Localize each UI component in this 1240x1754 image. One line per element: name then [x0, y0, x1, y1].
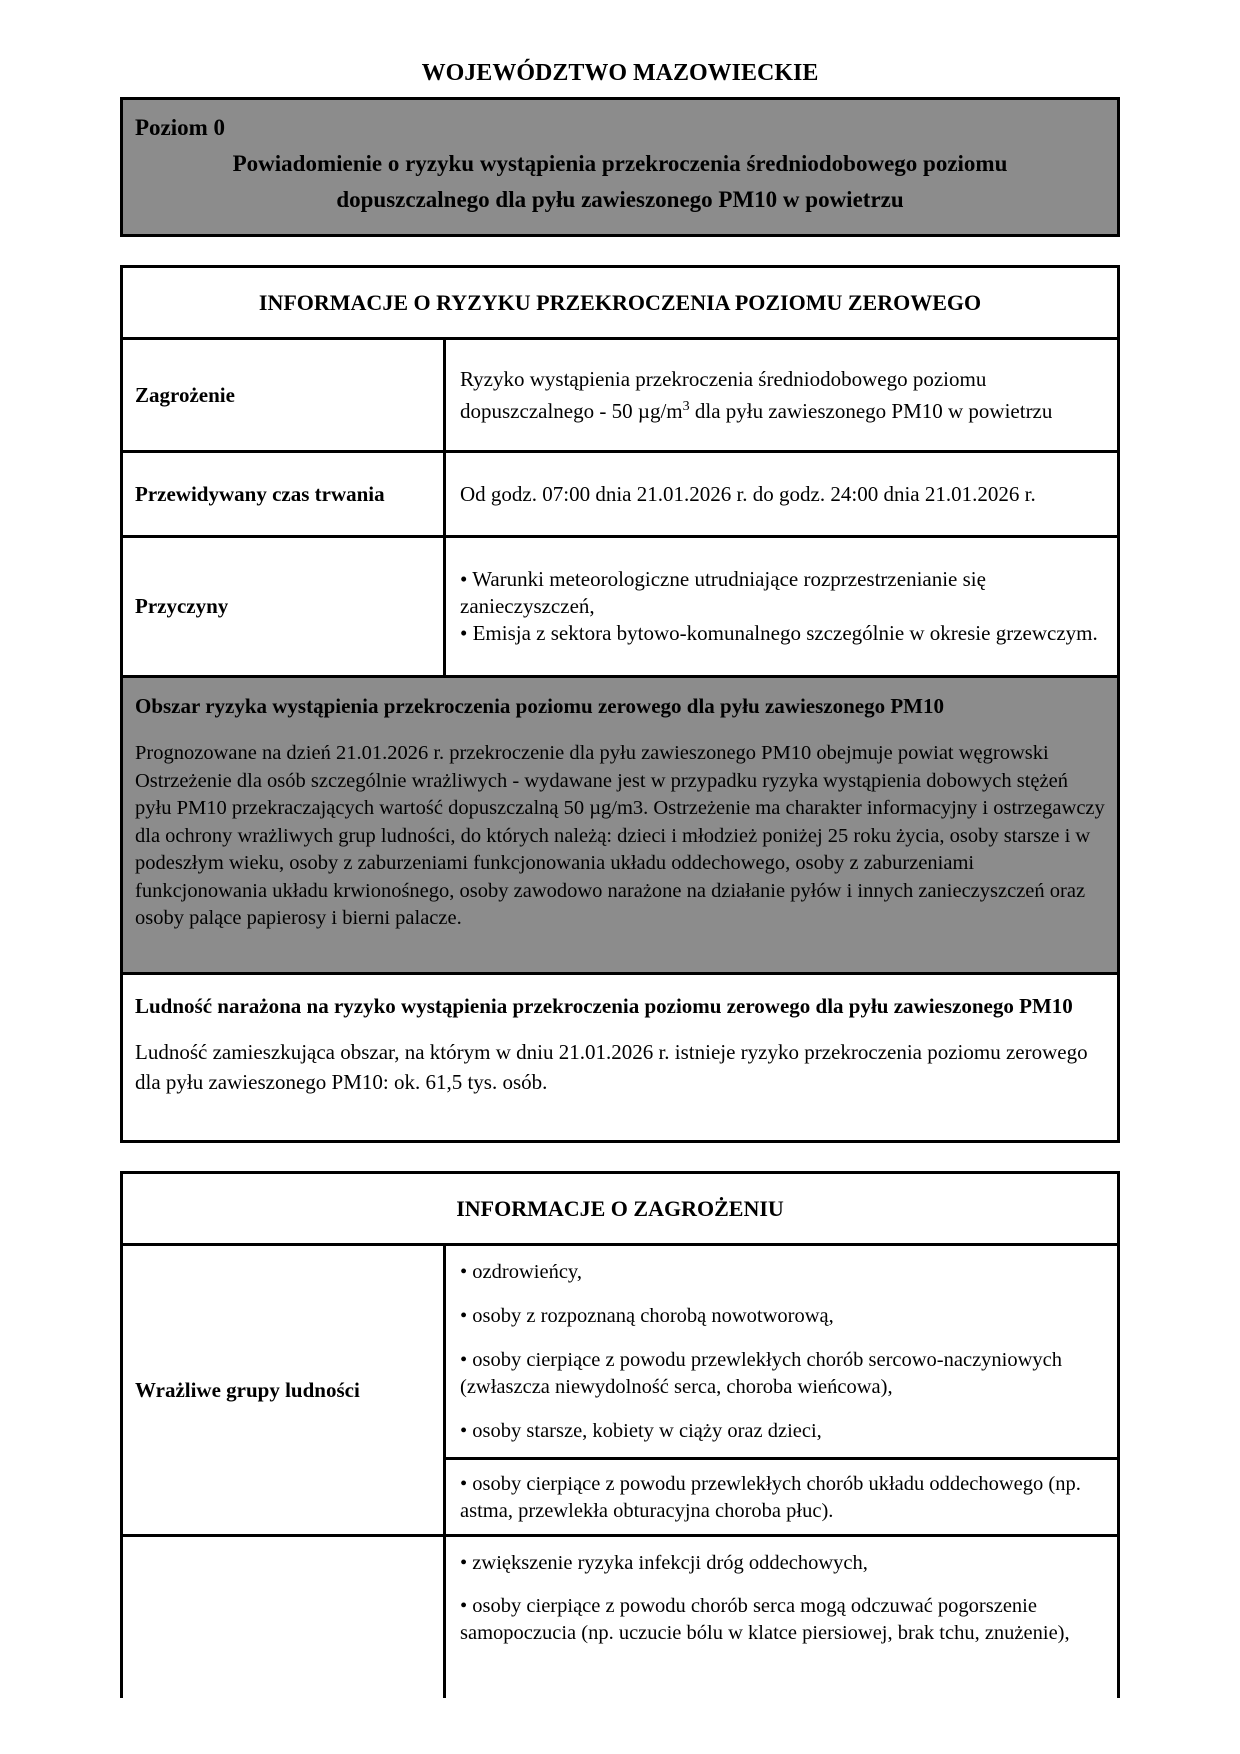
risk-table-title: INFORMACJE O RYZYKU PRZEKROCZENIA POZIOMU ZEROWEGO: [258, 289, 982, 315]
banner-title-line-2: dopuszczalnego dla pyłu zawieszonego PM10 w powietrzu: [336, 187, 904, 212]
exposed-population-section: [123, 972, 1117, 1140]
sensitive-groups-primary-cell: [446, 1246, 1117, 1457]
sensitive-bullet-5: • osoby cierpiące z powodu przewlekłych chorób układu oddechowego (np. astma, przewlekła obturacyjna choroba płuc).: [460, 1473, 1081, 1522]
row-label-duration: Przewidywany czas trwania: [123, 453, 446, 535]
row-label-health-effects: [123, 1537, 446, 1698]
alert-level-label: Poziom 0: [135, 115, 226, 140]
exposed-population-heading: Ludność narażona na ryzyko wystąpienia przekroczenia poziomu zerowego dla pyłu zawieszonego PM10: [135, 994, 1073, 1018]
health-effects-cell: [446, 1537, 1117, 1698]
sensitive-groups-cells: [446, 1246, 1117, 1534]
cause-bullet-2: • Emisja z sektora bytowo-komunalnego szczególnie w okresie grzewczym.: [460, 621, 1098, 645]
effects-bullet-2: • osoby cierpiące z powodu chorób serca mogą odczuwać pogorszenie samopoczucia (np. uczucie bólu w klatce piersiowej, brak tchu, znużenie),: [460, 1595, 1070, 1644]
cause-bullet-1: • Warunki meteorologiczne utrudniające rozprzestrzenianie się zanieczyszczeń,: [460, 567, 986, 618]
sensitive-groups-secondary-cell: [446, 1457, 1117, 1534]
threat-text-prefix: Ryzyko wystąpienia przekroczenia średniodobowego poziomu dopuszczalnego - 50 µg/m: [460, 367, 987, 423]
row-label-sensitive-groups: Wrażliwe grupy ludności: [123, 1246, 446, 1534]
table-row-sensitive-groups: [123, 1243, 1117, 1534]
risk-area-body: Prognozowane na dzień 21.01.2026 r. przekroczenie dla pyłu zawieszonego PM10 obejmuje powiat węgrowski Ostrzeżenie dla osób szczególnie wrażliwych - wydawane jest w przypadku ryzyka wystąpienia dobowych stężeń pyłu PM10 przekraczających wartość dopuszczalną 50 µg/m3. Ostrzeżenie ma charakter informacyjny i ostrzegawczy dla ochrony wrażliwych grup ludności, do których należą: dzieci i młodzież poniżej 25 roku życia, osoby starsze i w podeszłym wieku, osoby z zaburzeniami funkcjonowania układu oddechowego, osoby z zaburzeniami funkcjonowania układu krwionośnego, osoby zawodowo narażone na działanie pyłów i innych zanieczyszczeń oraz osoby palące papierosy i bierni palacze.: [135, 742, 1105, 929]
table-row-causes: [123, 535, 1117, 675]
table-row-duration: [123, 450, 1117, 535]
banner-title-line-1: Powiadomienie o ryzyku wystąpienia przekroczenia średniodobowego poziomu: [232, 151, 1008, 176]
risk-area-section: [123, 675, 1117, 972]
alert-level-banner: [120, 97, 1120, 237]
risk-area-heading: Obszar ryzyka wystąpienia przekroczenia poziomu zerowego dla pyłu zawieszonego PM10: [135, 694, 945, 718]
exposed-population-body: Ludność zamieszkująca obszar, na którym w dniu 21.01.2026 r. istnieje ryzyko przekroczenia poziomu zerowego dla pyłu zawieszonego PM10: ok. 61,5 tys. osób.: [135, 1040, 1088, 1094]
sensitive-bullet-2: • osoby z rozpoznaną chorobą nowotworową,: [460, 1305, 834, 1327]
hazard-info-table: [120, 1171, 1120, 1698]
table-row-threat: [123, 337, 1117, 450]
threat-superscript: 3: [682, 399, 690, 414]
row-value-threat: [446, 340, 1117, 450]
page-title: WOJEWÓDZTWO MAZOWIECKIE: [421, 60, 819, 86]
risk-info-table: [120, 265, 1120, 1143]
hazard-table-title: INFORMACJE O ZAGROŻENIU: [456, 1195, 784, 1221]
sensitive-bullet-3: • osoby cierpiące z powodu przewlekłych chorób sercowo-naczyniowych (zwłaszcza niewydolność serca, choroba wieńcowa),: [460, 1349, 1063, 1398]
threat-text-suffix: dla pyłu zawieszonego PM10 w powietrzu: [689, 399, 1053, 423]
row-label-threat: Zagrożenie: [123, 340, 446, 450]
effects-bullet-1: • zwiększenie ryzyka infekcji dróg oddechowych,: [460, 1552, 868, 1574]
row-value-causes: [446, 538, 1117, 675]
row-value-duration: Od godz. 07:00 dnia 21.01.2026 r. do godz. 24:00 dnia 21.01.2026 r.: [460, 482, 1036, 506]
row-label-causes: Przyczyny: [123, 538, 446, 675]
document-content: [120, 0, 1120, 1698]
table-row-health-effects: [123, 1534, 1117, 1698]
sensitive-bullet-1: • ozdrowieńcy,: [460, 1261, 582, 1283]
sensitive-bullet-4: • osoby starsze, kobiety w ciąży oraz dzieci,: [460, 1420, 822, 1442]
